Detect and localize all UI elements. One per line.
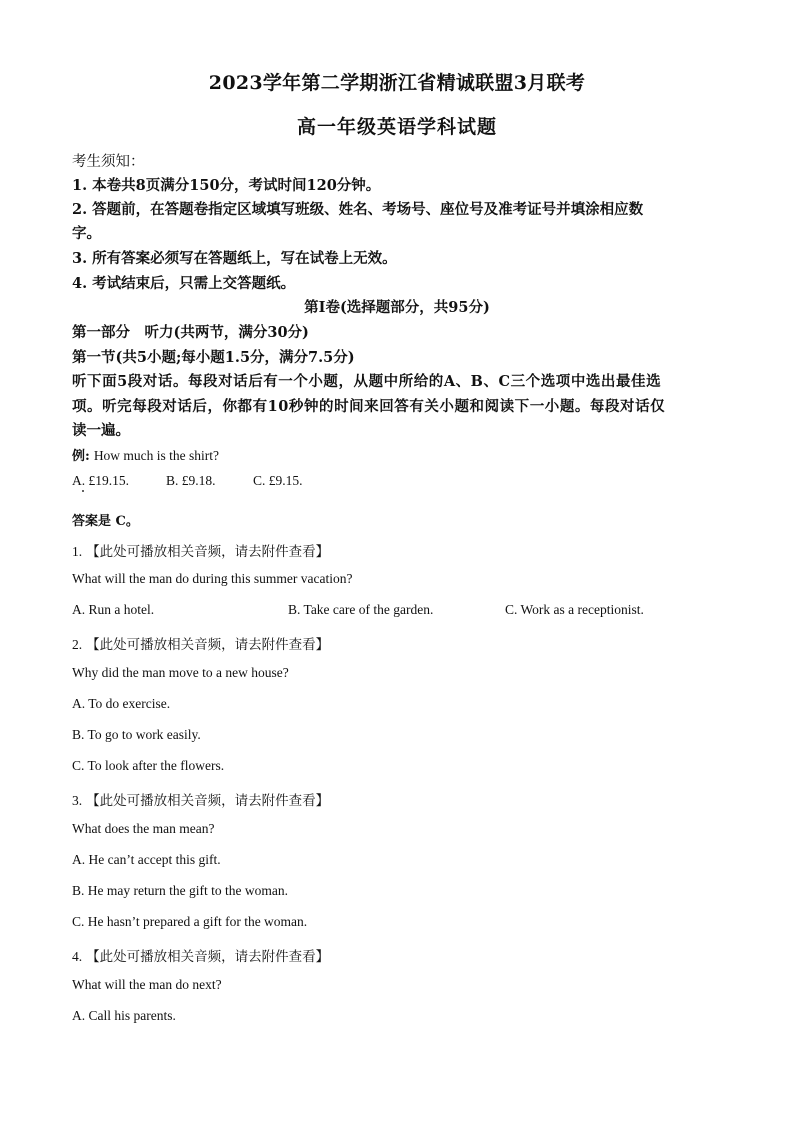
question-4-option-a: A. Call his parents. xyxy=(72,1008,176,1023)
example-question: How much is the shirt? xyxy=(93,448,220,463)
instructions-line-1: 听下面5段对话。每段对话后有一个小题，从题中所给的A、B、C三个选项中选出最佳选 xyxy=(72,373,662,390)
example-option-c: C. £9.15. xyxy=(253,473,303,488)
question-number: 2. xyxy=(72,637,83,652)
question-2-option-b: B. To go to work easily. xyxy=(72,727,201,742)
section-heading: 第一部分 听力(共两节，满分30分) xyxy=(72,324,309,341)
notice-item-1: 1. 本卷共8页满分150分，考试时间120分钟。 xyxy=(72,177,381,194)
audio-note: 【此处可播放相关音频，请去附件查看】 xyxy=(86,637,330,653)
question-3-audio xyxy=(72,789,329,810)
question-1-text: What will the man do during this summer vacation? xyxy=(72,571,353,586)
example-label: 例: xyxy=(72,449,90,464)
question-2-text: Why did the man move to a new house? xyxy=(72,665,289,680)
question-4-audio xyxy=(72,945,329,966)
question-1-option-b: B. Take care of the garden. xyxy=(288,602,434,617)
stray-dot xyxy=(82,490,84,492)
question-4-text: What will the man do next? xyxy=(72,977,222,992)
question-number: 3. xyxy=(72,793,83,808)
notice-item-2-cont: 字。 xyxy=(72,225,101,242)
question-2-audio xyxy=(72,633,329,654)
example-option-a: A. £19.15. xyxy=(72,473,129,488)
exam-title: 2023学年第二学期浙江省精诚联盟3月联考 xyxy=(208,72,586,94)
question-3-text: What does the man mean? xyxy=(72,821,215,836)
part-heading: 第I卷(选择题部分，共95分) xyxy=(304,299,490,316)
instructions-line-3: 读一遍。 xyxy=(72,422,130,439)
question-1-option-a: A. Run a hotel. xyxy=(72,602,155,617)
subsection-heading: 第一节(共5小题;每小题1.5分，满分7.5分) xyxy=(72,349,355,366)
example-option-b: B. £9.18. xyxy=(166,473,216,488)
question-1-audio xyxy=(72,540,329,561)
notice-item-2: 2. 答题前，在答题卷指定区域填写班级、姓名、考场号、座位号及准考证号并填涂相应数 xyxy=(72,201,644,218)
audio-note: 【此处可播放相关音频，请去附件查看】 xyxy=(86,949,330,965)
example-answer: 答案是 C。 xyxy=(72,514,139,529)
question-2-option-a: A. To do exercise. xyxy=(72,696,171,711)
audio-note: 【此处可播放相关音频，请去附件查看】 xyxy=(86,793,330,809)
question-3-option-c: C. He hasn’t prepared a gift for the woman. xyxy=(72,914,308,929)
notice-item-4: 4. 考试结束后，只需上交答题纸。 xyxy=(72,275,296,292)
question-number: 1. xyxy=(72,544,83,559)
question-number: 4. xyxy=(72,949,83,964)
question-2-option-c: C. To look after the flowers. xyxy=(72,758,225,773)
audio-note: 【此处可播放相关音频，请去附件查看】 xyxy=(86,544,330,560)
question-1-option-c: C. Work as a receptionist. xyxy=(505,602,644,617)
notice-item-3: 3. 所有答案必须写在答题纸上，写在试卷上无效。 xyxy=(72,250,397,267)
notice-heading: 考生须知： xyxy=(72,154,145,170)
question-3-option-a: A. He can’t accept this gift. xyxy=(72,852,221,867)
exam-subtitle: 高一年级英语学科试题 xyxy=(296,116,497,138)
question-3-option-b: B. He may return the gift to the woman. xyxy=(72,883,288,898)
example-question-line xyxy=(72,445,219,465)
instructions-line-2: 项。听完每段对话后，你都有10秒钟的时间来回答有关小题和阅读下一小题。每段对话仅 xyxy=(72,398,666,415)
